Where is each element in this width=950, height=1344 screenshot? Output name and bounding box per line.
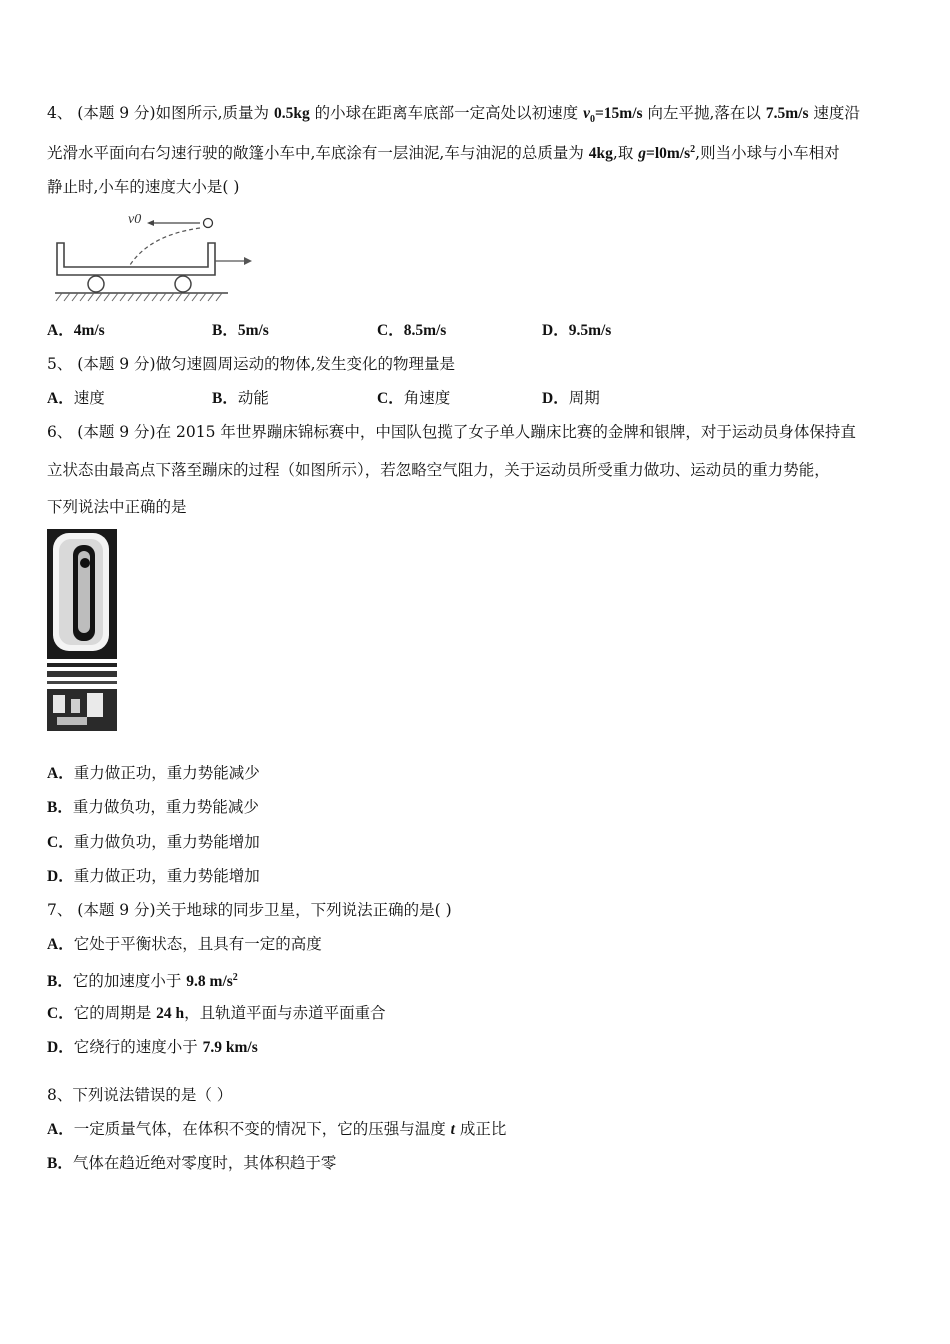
- q5-option-c: C．角速度: [377, 389, 451, 407]
- q5-option-d: D．周期: [542, 389, 600, 407]
- v0-label: v0: [128, 212, 142, 227]
- v0-arrowhead: [147, 220, 154, 226]
- q5-option-b: B．动能: [212, 389, 269, 407]
- q5-option-a: A．速度: [47, 389, 105, 407]
- q4-stem-line3: 静止时,小车的速度大小是( ): [47, 178, 240, 196]
- q4-option-a: A．4m/s: [47, 322, 105, 339]
- cart-figure: [50, 205, 265, 305]
- ball: [204, 219, 213, 228]
- q6-option-b: B．重力做负功，重力势能减少: [47, 798, 259, 816]
- q8-stem: 8、下列说法错误的是（ ）: [47, 1086, 233, 1104]
- cart-body: [57, 243, 215, 275]
- trajectory: [130, 228, 200, 265]
- q4-option-d: D．9.5m/s: [542, 322, 612, 339]
- q4-stem-line2: 光滑水平面向右匀速行驶的敞篷小车中,车底涂有一层油泥,车与油泥的总质量为 4kg,取 $g=l0m/s^2$,则当小球与小车相对: [47, 144, 840, 163]
- q8-option-b: B．气体在趋近绝对零度时，其体积趋于零: [47, 1154, 337, 1172]
- athlete-head: [80, 558, 90, 568]
- q7-option-c: C．它的周期是 24 h，且轨道平面与赤道平面重合: [47, 1004, 386, 1022]
- q4-stem-line1: 4、 (本题 9 分)如图所示,质量为 0.5kg 的小球在距离车底部一定高处以初速度 $v_0=15m/s$ 向左平抛,落在以 7.5m/s 速度沿: [47, 104, 860, 126]
- q6-option-c: C．重力做负功，重力势能增加: [47, 833, 260, 851]
- velocity-arrowhead: [244, 257, 252, 265]
- q6-option-d: D．重力做正功，重力势能增加: [47, 867, 260, 885]
- q6-stem-line2: 立状态由最高点下落至蹦床的过程（如图所示），若忽略空气阻力，关于运动员所受重力做功、运动员的重力势能，: [47, 461, 830, 479]
- q6-stem-line1: 6、 (本题 9 分)在 2015 年世界蹦床锦标赛中，中国队包揽了女子单人蹦床比赛的金牌和银牌，对于运动员身体保持直: [47, 423, 856, 441]
- trampoline-photo: [47, 529, 117, 731]
- q7-option-a: A．它处于平衡状态，且具有一定的高度: [47, 935, 322, 953]
- wheel-right: [175, 276, 191, 292]
- q6-option-a: A．重力做正功，重力势能减少: [47, 764, 260, 782]
- q8-option-a: A．一定质量气体，在体积不变的情况下，它的压强与温度 t 成正比: [47, 1120, 507, 1138]
- q5-stem: 5、 (本题 9 分)做匀速圆周运动的物体,发生变化的物理量是: [47, 355, 456, 373]
- wheel-left: [88, 276, 104, 292]
- ground-hatching: [56, 293, 222, 301]
- q7-option-d: D．它绕行的速度小于 7.9 km/s: [47, 1038, 258, 1056]
- q4-option-b: B．5m/s: [212, 322, 269, 339]
- q7-option-b: B．它的加速度小于 9.8 $m/s^2$: [47, 972, 238, 991]
- q4-option-c: C．8.5m/s: [377, 322, 447, 339]
- q6-stem-line3: 下列说法中正确的是: [47, 498, 187, 516]
- q7-stem: 7、 (本题 9 分)关于地球的同步卫星，下列说法正确的是( ): [47, 901, 452, 919]
